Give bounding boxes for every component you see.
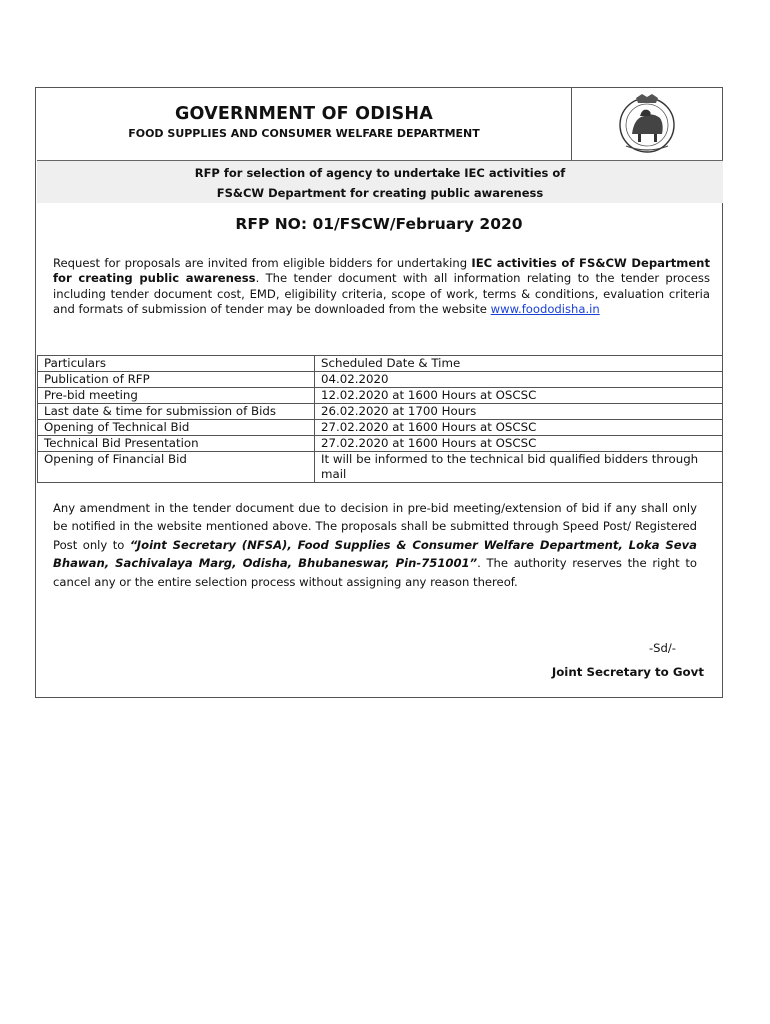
amendment-lead: Any amendment in the tender document due to decision in pre-bid meeting/extension of bid if any shall only be notified in the website mentioned above. The proposals shall be submitted through Speed Post/ Registered Post only to xyxy=(53,501,697,552)
header-schedule: Scheduled Date & Time xyxy=(315,356,723,372)
row-schedule: 04.02.2020 xyxy=(315,372,723,388)
row-particular: Publication of RFP xyxy=(38,372,315,388)
row-particular: Technical Bid Presentation xyxy=(38,436,315,452)
rfp-number: RFP NO: 01/FSCW/February 2020 xyxy=(235,215,523,233)
table-row xyxy=(38,452,723,483)
government-title: GOVERNMENT OF ODISHA xyxy=(174,104,434,124)
notice-frame xyxy=(35,87,723,698)
schedule-table xyxy=(37,355,723,483)
row-particular: Opening of Financial Bid xyxy=(38,452,315,483)
intro-paragraph xyxy=(53,256,710,317)
amendment-rest: . The authority reserves the right to cancel any or the entire selection process without assigning any reason thereof. xyxy=(53,556,697,589)
row-particular: Opening of Technical Bid xyxy=(38,420,315,436)
intro-highlight: IEC activities of FS&CW Department for creating public awareness xyxy=(53,256,710,286)
intro-lead: Request for proposals are invited from eligible bidders for undertaking xyxy=(53,256,472,270)
signatory-designation: Joint Secretary to Govt xyxy=(551,665,704,679)
row-particular: Last date & time for submission of Bids xyxy=(38,404,315,420)
row-particular: Pre-bid meeting xyxy=(38,388,315,404)
submission-address: “Joint Secretary (NFSA), Food Supplies & Consumer Welfare Department, Loka Seva Bhawan, Sachivalaya Marg, Odisha, Bhubaneswar, Pin-751001” xyxy=(53,537,697,571)
intro-rest: . The tender document with all information relating to the tender process including tender document cost, EMD, eligibility criteria, scope of work, terms & conditions, evaluation criteria and formats of submission of tender may be downloaded from the website xyxy=(53,271,710,316)
table-row xyxy=(38,372,723,388)
subject-line-2: FS&CW Department for creating public awareness xyxy=(216,186,544,200)
subject-line-1: RFP for selection of agency to undertake IEC activities of xyxy=(194,166,566,180)
amendment-paragraph xyxy=(53,499,697,591)
table-row xyxy=(38,388,723,404)
row-schedule: 27.02.2020 at 1600 Hours at OSCSC xyxy=(315,436,723,452)
row-schedule: 26.02.2020 at 1700 Hours xyxy=(315,404,723,420)
table-row xyxy=(38,404,723,420)
department-name: FOOD SUPPLIES AND CONSUMER WELFARE DEPARTMENT xyxy=(128,127,480,140)
emblem-box xyxy=(571,88,723,160)
state-emblem-icon xyxy=(612,88,682,158)
table-header-row xyxy=(38,356,723,372)
row-schedule: 27.02.2020 at 1600 Hours at OSCSC xyxy=(315,420,723,436)
table-row xyxy=(38,420,723,436)
row-schedule: It will be informed to the technical bid qualified bidders through mail xyxy=(315,452,723,483)
rfp-subject-band xyxy=(37,160,723,203)
website-link[interactable]: www.foododisha.in xyxy=(490,301,600,316)
header-particulars: Particulars xyxy=(38,356,315,372)
signed-mark: -Sd/- xyxy=(649,641,676,655)
letterhead xyxy=(36,88,722,160)
row-schedule: 12.02.2020 at 1600 Hours at OSCSC xyxy=(315,388,723,404)
table-row xyxy=(38,436,723,452)
